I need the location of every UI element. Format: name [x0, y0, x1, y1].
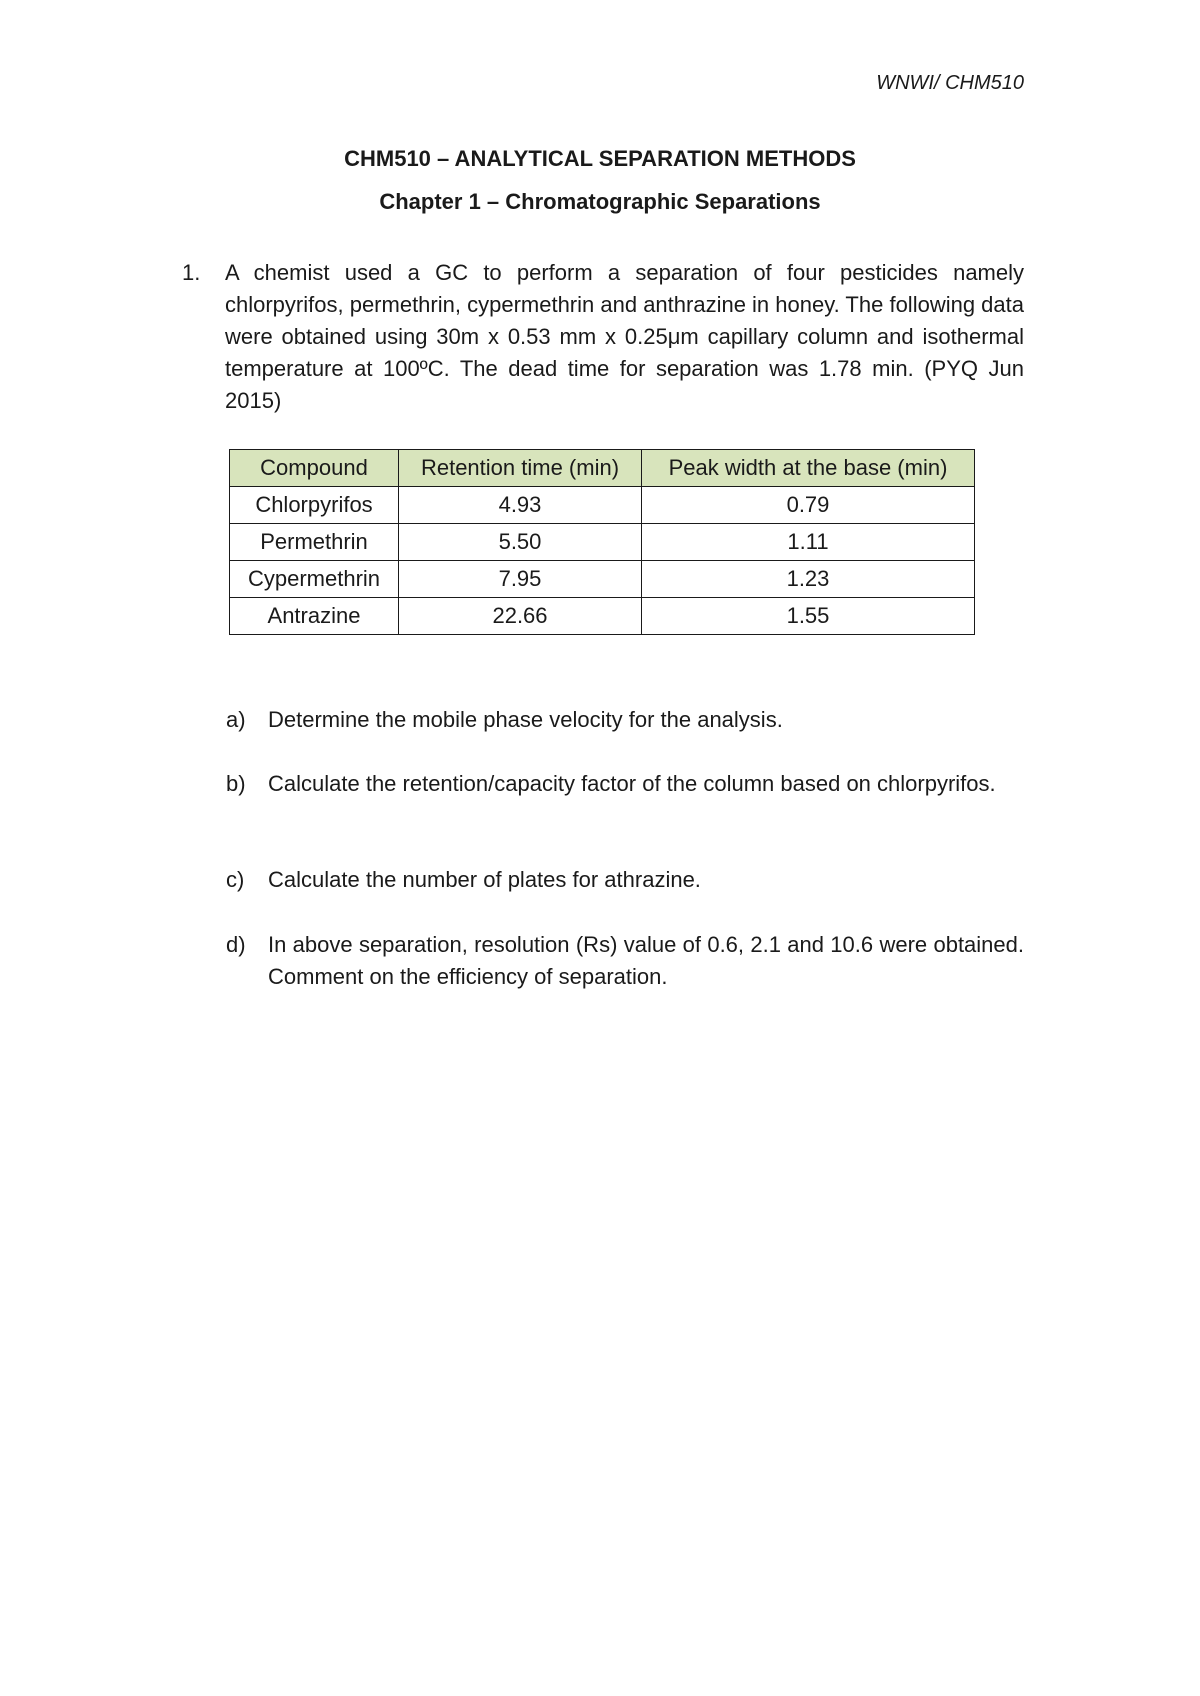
subquestion-text: Calculate the number of plates for athrazine.	[268, 867, 701, 892]
question-1	[182, 257, 1024, 417]
chapter-title: Chapter 1 – Chromatographic Separations	[379, 189, 821, 214]
table-row	[230, 524, 975, 561]
table-cell-compound: Chlorpyrifos	[230, 487, 399, 524]
table-header-row	[230, 450, 975, 487]
table-cell-retention-time: 4.93	[399, 487, 642, 524]
table-cell-peak-width: 1.11	[642, 524, 975, 561]
table-header-retention-time: Retention time (min)	[399, 450, 642, 487]
course-title: CHM510 – ANALYTICAL SEPARATION METHODS	[344, 146, 856, 171]
table-cell-peak-width: 1.23	[642, 561, 975, 598]
question-text: A chemist used a GC to perform a separation of four pesticides namely chlorpyrifos, permethrin, cypermethrin and anthrazine in honey. The following data were obtained using 30m x 0.53 mm x 0.25μm capillary column and isothermal temperature at 100ºC. The dead time for separation was 1.78 min. (PYQ Jun 2015)	[225, 260, 1024, 413]
header-code: WNWI/ CHM510	[876, 72, 1024, 94]
table-cell-retention-time: 5.50	[399, 524, 642, 561]
table-row	[230, 561, 975, 598]
table-cell-retention-time: 7.95	[399, 561, 642, 598]
subquestion-label: d)	[226, 932, 246, 957]
table-header-peak-width: Peak width at the base (min)	[642, 450, 975, 487]
subquestion-b	[226, 768, 1024, 800]
subquestion-a	[226, 704, 1024, 736]
subquestion-c	[226, 864, 1024, 896]
table-cell-compound: Antrazine	[230, 598, 399, 635]
table-row	[230, 598, 975, 635]
subquestion-label: c)	[226, 867, 245, 892]
subquestion-text: Calculate the retention/capacity factor of the column based on chlorpyrifos.	[268, 771, 996, 796]
subquestion-d	[226, 929, 1024, 993]
table-cell-peak-width: 1.55	[642, 598, 975, 635]
subquestion-label: b)	[226, 771, 246, 796]
question-number: 1.	[182, 260, 201, 285]
table-cell-peak-width: 0.79	[642, 487, 975, 524]
data-table	[229, 449, 975, 635]
subquestion-label: a)	[226, 707, 246, 732]
table-cell-compound: Cypermethrin	[230, 561, 399, 598]
table-cell-retention-time: 22.66	[399, 598, 642, 635]
table-cell-compound: Permethrin	[230, 524, 399, 561]
subquestion-text: Determine the mobile phase velocity for the analysis.	[268, 707, 783, 732]
table-row	[230, 487, 975, 524]
subquestion-text: In above separation, resolution (Rs) value of 0.6, 2.1 and 10.6 were obtained. Comment on the efficiency of separation.	[268, 932, 1024, 989]
table-header-compound: Compound	[230, 450, 399, 487]
